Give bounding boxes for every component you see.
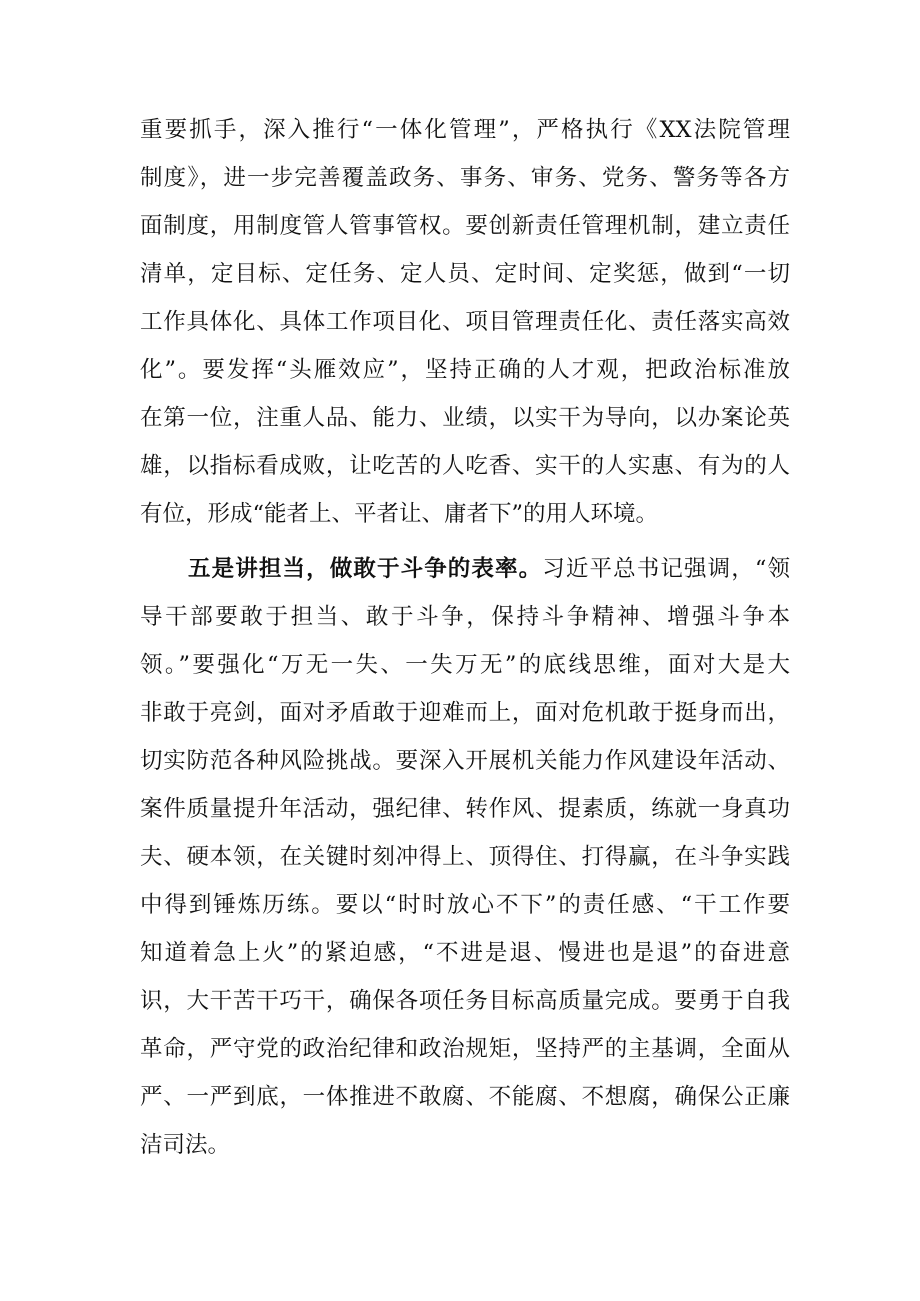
text-line: 领。”要强化“万无一失、一失万无”的底线思维，面对大是大	[140, 652, 790, 678]
text-line: 制度》，进一步完善覆盖政务、事务、审务、党务、警务等各方	[140, 165, 790, 191]
text-line: 洁司法。	[140, 1132, 231, 1158]
text-line: 知道着急上火”的紧迫感，“不进是退、慢进也是退”的奋进意	[140, 940, 790, 966]
text-line: 工作具体化、具体工作项目化、项目管理责任化、责任落实高效	[140, 309, 790, 335]
text-line: 切实防范各种风险挑战。要深入开展机关能力作风建设年活动、	[140, 748, 790, 774]
text-line: 严、一严到底，一体推进不敢腐、不能腐、不想腐，确保公正廉	[140, 1084, 790, 1110]
text-line: 识，大干苦干巧干，确保各项任务目标高质量完成。要勇于自我	[140, 988, 790, 1014]
text-line: 革命，严守党的政治纪律和政治规矩，坚持严的主基调，全面从	[140, 1036, 790, 1062]
paragraph-2	[140, 545, 790, 1169]
text-line: 案件质量提升年活动，强纪律、转作风、提素质，练就一身真功	[140, 796, 790, 822]
text-line: 面制度，用制度管人管事管权。要创新责任管理机制，建立责任	[140, 213, 790, 239]
text-line: 在第一位，注重人品、能力、业绩，以实干为导向，以办案论英	[140, 405, 790, 431]
text-line: 重要抓手，深入推行“一体化管理”，严格执行《XX法院管理	[140, 117, 790, 143]
text-line: 清单，定目标、定任务、定人员、定时间、定奖惩，做到“一切	[140, 261, 790, 287]
text-line: 非敢于亮剑，面对矛盾敢于迎难而上，面对危机敢于挺身而出，	[140, 700, 790, 726]
text-line: 导干部要敢于担当、敢于斗争，保持斗争精神、增强斗争本	[140, 604, 790, 630]
text-line: 中得到锤炼历练。要以“时时放心不下”的责任感、“干工作要	[140, 892, 790, 918]
first-text-line	[140, 545, 790, 593]
text-line: 有位，形成“能者上、平者让、庸者下”的用人环境。	[140, 501, 659, 527]
section-heading: 五是讲担当，做敢于斗争的表率。	[188, 556, 543, 582]
text-line: 雄，以指标看成败，让吃苦的人吃香、实干的人实惠、有为的人	[140, 453, 790, 479]
first-line-text: 习近平总书记强调，“领	[542, 556, 790, 582]
paragraph-1	[140, 106, 790, 538]
text-line: 化”。要发挥“头雁效应”，坚持正确的人才观，把政治标准放	[140, 357, 790, 383]
text-line: 夫、硬本领，在关键时刻冲得上、顶得住、打得赢，在斗争实践	[140, 844, 790, 870]
